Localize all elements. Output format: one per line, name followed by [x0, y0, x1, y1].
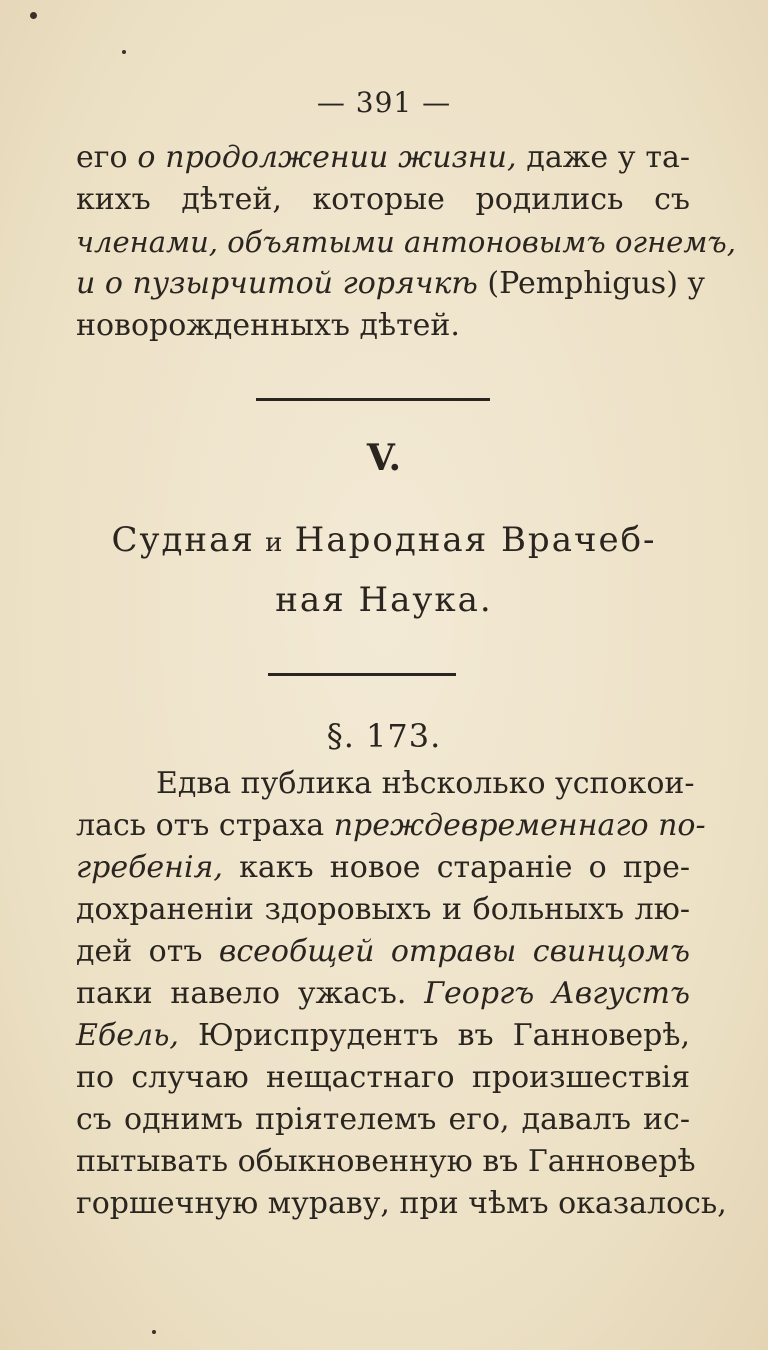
text-line: и о пузырчитой горячкѣ (Pemphigus) у: [76, 266, 706, 301]
text-line: Едва публика нѣсколько успокои-: [156, 766, 695, 801]
text-line: паки навело ужасъ. Георгъ Августъ: [76, 976, 690, 1011]
section-title-line-1: Судная и Народная Врачеб-: [111, 520, 657, 560]
text-line: горшечную мураву, при чѣмъ оказалось,: [76, 1186, 727, 1221]
paragraph-number: §. 173.: [326, 717, 442, 755]
text-line: новорожденныхъ дѣтей.: [76, 308, 460, 343]
text-line: дей отъ всеобщей отравы свинцомъ: [76, 934, 690, 969]
page-number: — 391 —: [316, 86, 452, 119]
text-line: лась отъ страха преждевременнаго по-: [76, 808, 706, 843]
text-line: Ебель, Юриспрудентъ въ Ганноверѣ,: [76, 1018, 690, 1053]
divider-rule: [268, 673, 456, 676]
text-line: пытывать обыкновенную въ Ганноверѣ: [76, 1144, 696, 1179]
text-line: гребенія, какъ новое стараніе о пре-: [76, 850, 690, 885]
ink-spot: [152, 1330, 156, 1334]
ink-spot: [30, 12, 37, 19]
text-line: съ однимъ пріятелемъ его, давалъ ис-: [76, 1102, 690, 1137]
section-title-line-2: ная Наука.: [275, 580, 493, 620]
text-line: его о продолжении жизни, даже у та-: [76, 140, 691, 175]
text-line: по случаю нещастнаго произшествія: [76, 1060, 690, 1095]
text-line: членами, объятыми антоновымъ огнемъ,: [76, 225, 736, 259]
ink-spot: [122, 50, 126, 54]
divider-rule: [256, 398, 490, 401]
text-line: кихъ дѣтей, которые родились съ: [76, 182, 690, 217]
section-number: V.: [366, 437, 402, 479]
text-line: дохраненіи здоровыхъ и больныхъ лю-: [76, 892, 690, 927]
